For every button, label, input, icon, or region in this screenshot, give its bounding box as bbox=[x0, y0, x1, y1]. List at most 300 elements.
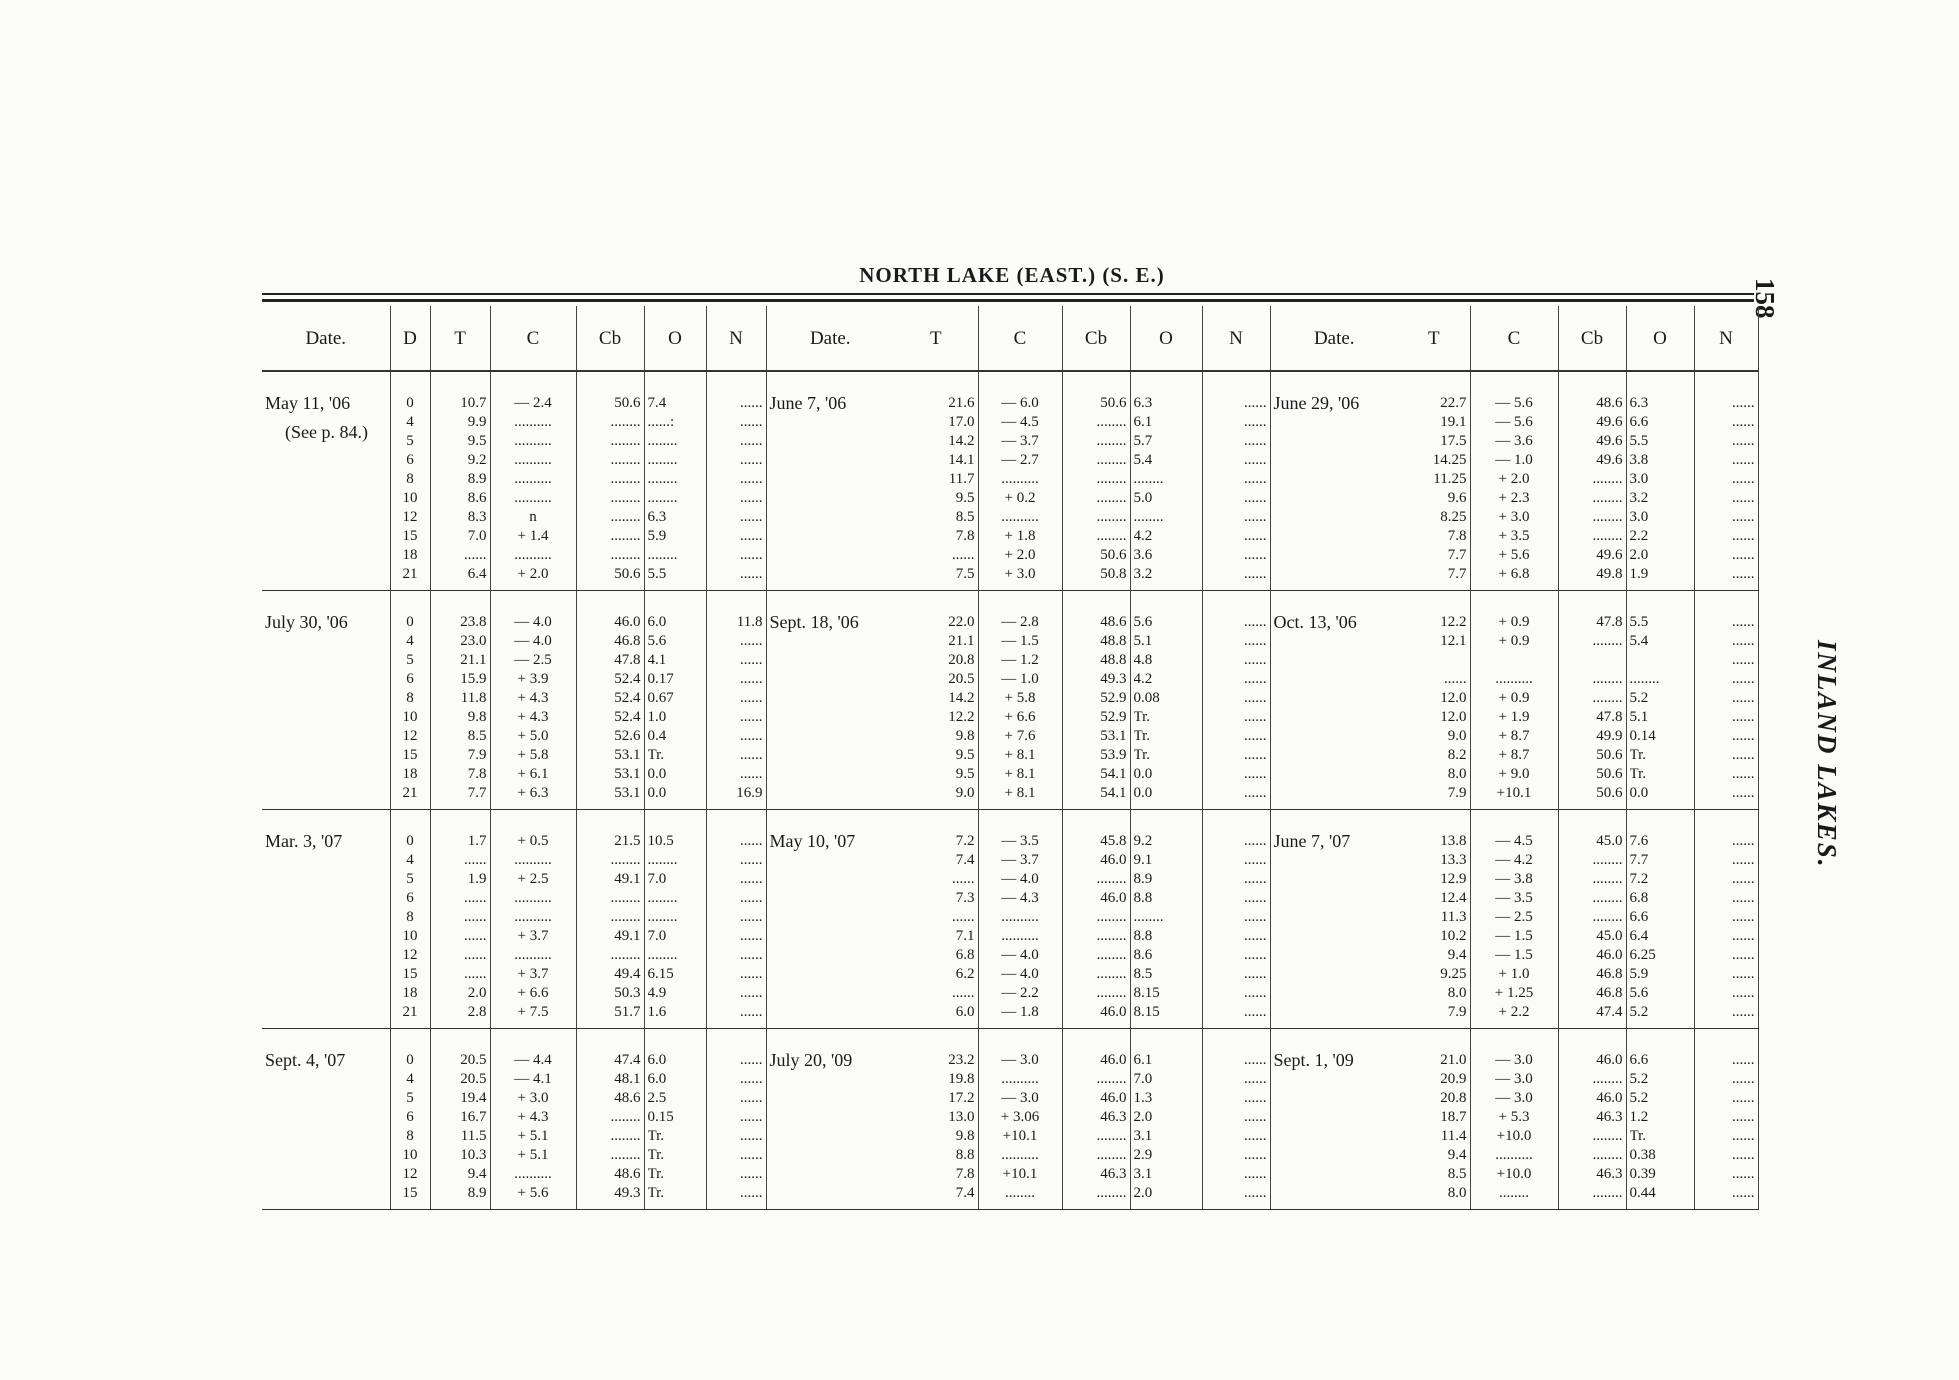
t-value: 14.1 bbox=[948, 452, 975, 468]
cb-value: ........ bbox=[1096, 1147, 1127, 1163]
cb-value: 52.4 bbox=[614, 671, 641, 687]
n-value: ...... bbox=[1732, 690, 1755, 706]
depth-value: 18 bbox=[402, 547, 418, 563]
o-value: 0.67 bbox=[647, 690, 674, 706]
n-value: ...... bbox=[740, 690, 763, 706]
depth-value: 6 bbox=[406, 890, 414, 906]
t-cell bbox=[894, 371, 978, 591]
t-value: 11.8 bbox=[460, 690, 487, 706]
c-value: + 4.3 bbox=[517, 690, 549, 706]
o-value: 2.0 bbox=[1629, 547, 1649, 563]
c-value: + 6.6 bbox=[1004, 709, 1036, 725]
o-value: 7.0 bbox=[1133, 1071, 1153, 1087]
cb-value: 46.8 bbox=[1596, 985, 1623, 1001]
date-cell bbox=[262, 591, 390, 810]
t-value: ...... bbox=[1444, 671, 1467, 687]
cb-value: 49.3 bbox=[1100, 671, 1127, 687]
date-label: July 30, '06 bbox=[265, 612, 348, 632]
cb-cell bbox=[576, 1029, 644, 1210]
c-value: — 6.0 bbox=[1001, 395, 1039, 411]
cb-value: ........ bbox=[610, 947, 641, 963]
n-value: ...... bbox=[1244, 909, 1267, 925]
n-value: ...... bbox=[1244, 652, 1267, 668]
date-cell bbox=[262, 1029, 390, 1210]
cb-value: 46.0 bbox=[1596, 947, 1623, 963]
depth-value: 8 bbox=[406, 471, 414, 487]
o-value: 5.5 bbox=[1629, 433, 1649, 449]
t-value: 20.9 bbox=[1440, 1071, 1467, 1087]
o-value: 0.38 bbox=[1629, 1147, 1656, 1163]
n-value: ...... bbox=[740, 1128, 763, 1144]
date-label: June 29, '06 bbox=[1273, 393, 1360, 413]
n-value: ...... bbox=[1244, 547, 1267, 563]
cb-value: ........ bbox=[1096, 966, 1127, 982]
t-value: 15.9 bbox=[460, 671, 487, 687]
o-value: 9.2 bbox=[1133, 833, 1153, 849]
n-value: ...... bbox=[1244, 985, 1267, 1001]
o-value: 2.0 bbox=[1133, 1185, 1153, 1201]
t-value: 7.9 bbox=[467, 747, 487, 763]
o-value: ........ bbox=[1133, 509, 1164, 525]
n-value: ...... bbox=[740, 633, 763, 649]
o-value: 6.1 bbox=[1133, 414, 1153, 430]
t-value: 20.8 bbox=[1440, 1090, 1467, 1106]
o-cell bbox=[644, 591, 706, 810]
o-value: 0.15 bbox=[647, 1109, 674, 1125]
o-value: 8.9 bbox=[1133, 871, 1153, 887]
n-value: ...... bbox=[1732, 652, 1755, 668]
t-cell bbox=[430, 810, 490, 1029]
depth-value: 4 bbox=[406, 414, 414, 430]
c-value: +10.0 bbox=[1496, 1166, 1532, 1182]
c-value: — 1.8 bbox=[1001, 1004, 1039, 1020]
c-value: + 2.2 bbox=[1498, 1004, 1530, 1020]
n-value: ...... bbox=[1732, 833, 1755, 849]
cb-value: 47.4 bbox=[1596, 1004, 1623, 1020]
t-value: 12.2 bbox=[948, 709, 975, 725]
n-value: ...... bbox=[1244, 1147, 1267, 1163]
n-value: ...... bbox=[740, 947, 763, 963]
n-value: ...... bbox=[1732, 471, 1755, 487]
t-value: 11.7 bbox=[948, 471, 975, 487]
header-n: N bbox=[706, 306, 766, 371]
n-value: ...... bbox=[740, 1052, 763, 1068]
cb-cell bbox=[576, 810, 644, 1029]
cb-value: 47.4 bbox=[614, 1052, 641, 1068]
o-value: 4.9 bbox=[647, 985, 667, 1001]
o-value: 8.15 bbox=[1133, 1004, 1160, 1020]
cb-value: ........ bbox=[610, 433, 641, 449]
t-value: 7.4 bbox=[955, 1185, 975, 1201]
o-value: 6.0 bbox=[647, 614, 667, 630]
n-value: ...... bbox=[740, 833, 763, 849]
c-value: .......... bbox=[1001, 509, 1039, 525]
cb-value: 52.9 bbox=[1100, 690, 1127, 706]
t-value: 11.25 bbox=[1433, 471, 1467, 487]
n-cell bbox=[1694, 591, 1758, 810]
o-value: 8.15 bbox=[1133, 985, 1160, 1001]
n-value: ...... bbox=[1244, 1090, 1267, 1106]
cb-value: 54.1 bbox=[1100, 766, 1127, 782]
t-value: 7.9 bbox=[1447, 785, 1467, 801]
n-value: ...... bbox=[1244, 1071, 1267, 1087]
t-value: ...... bbox=[464, 909, 487, 925]
n-value: ...... bbox=[1244, 747, 1267, 763]
c-value: + 5.0 bbox=[517, 728, 549, 744]
n-value: ...... bbox=[1732, 966, 1755, 982]
o-cell bbox=[1130, 810, 1202, 1029]
c-value: + 6.3 bbox=[517, 785, 549, 801]
c-value: — 1.2 bbox=[1001, 652, 1039, 668]
o-value: 5.2 bbox=[1629, 1090, 1649, 1106]
cb-value: ........ bbox=[1096, 433, 1127, 449]
cb-value: 46.0 bbox=[614, 614, 641, 630]
depth-value: 10 bbox=[402, 709, 418, 725]
o-value: 5.5 bbox=[1629, 614, 1649, 630]
cb-value: ........ bbox=[610, 852, 641, 868]
c-value: + 1.0 bbox=[1498, 966, 1530, 982]
c-value: .......... bbox=[1001, 1071, 1039, 1087]
c-value: + 0.9 bbox=[1498, 633, 1530, 649]
cb-value: 54.1 bbox=[1100, 785, 1127, 801]
o-value: 8.8 bbox=[1133, 928, 1153, 944]
cb-value: 46.0 bbox=[1596, 1052, 1623, 1068]
n-value: ...... bbox=[1732, 890, 1755, 906]
o-value: Tr. bbox=[1629, 1128, 1647, 1144]
t-cell bbox=[1398, 371, 1470, 591]
n-value: ...... bbox=[740, 671, 763, 687]
table-row bbox=[262, 591, 1758, 810]
n-value: 11.8 bbox=[736, 614, 763, 630]
c-value: + 8.7 bbox=[1498, 728, 1530, 744]
cb-value: ........ bbox=[1096, 414, 1127, 430]
n-value: ...... bbox=[1732, 490, 1755, 506]
cb-value: ........ bbox=[1592, 671, 1623, 687]
c-value: +10.1 bbox=[1002, 1166, 1038, 1182]
cb-cell bbox=[576, 371, 644, 591]
page-title: NORTH LAKE (EAST.) (S. E.) bbox=[859, 263, 1165, 287]
c-value: — 2.5 bbox=[1495, 909, 1533, 925]
c-value: + 1.4 bbox=[517, 528, 549, 544]
t-value: 8.0 bbox=[1447, 1185, 1467, 1201]
n-value: ...... bbox=[1732, 947, 1755, 963]
c-value: — 1.5 bbox=[1495, 928, 1533, 944]
c-cell bbox=[490, 591, 576, 810]
o-value: 6.3 bbox=[1629, 395, 1649, 411]
c-value: — 3.0 bbox=[1495, 1071, 1533, 1087]
o-value: 4.8 bbox=[1133, 652, 1153, 668]
n-value: ...... bbox=[1244, 395, 1267, 411]
cb-value: ........ bbox=[1592, 909, 1623, 925]
o-cell bbox=[1130, 1029, 1202, 1210]
o-value: 5.5 bbox=[647, 566, 667, 582]
t-value: 6.0 bbox=[955, 1004, 975, 1020]
n-value: ...... bbox=[740, 1147, 763, 1163]
c-value: — 2.2 bbox=[1001, 985, 1039, 1001]
c-value: +10.0 bbox=[1496, 1128, 1532, 1144]
n-value: ...... bbox=[1244, 528, 1267, 544]
t-value: 8.5 bbox=[467, 728, 487, 744]
cb-value: ........ bbox=[1592, 1185, 1623, 1201]
t-value: 19.8 bbox=[948, 1071, 975, 1087]
cb-value: ........ bbox=[1096, 452, 1127, 468]
o-value: Tr. bbox=[1133, 709, 1151, 725]
o-value: 2.0 bbox=[1133, 1109, 1153, 1125]
o-cell bbox=[1130, 591, 1202, 810]
cb-value: 53.1 bbox=[614, 766, 641, 782]
c-value: .......... bbox=[514, 909, 552, 925]
c-value: + 7.6 bbox=[1004, 728, 1036, 744]
c-value: — 2.7 bbox=[1001, 452, 1039, 468]
cb-value: 49.6 bbox=[1596, 433, 1623, 449]
n-value: ...... bbox=[1732, 1166, 1755, 1182]
o-value: 9.1 bbox=[1133, 852, 1153, 868]
header-n: N bbox=[1202, 306, 1270, 371]
c-cell bbox=[490, 810, 576, 1029]
cb-value: ........ bbox=[1096, 490, 1127, 506]
c-value: + 2.5 bbox=[517, 871, 549, 887]
depth-value: 4 bbox=[406, 1071, 414, 1087]
c-value: .......... bbox=[514, 1166, 552, 1182]
cb-value: ........ bbox=[1592, 690, 1623, 706]
c-value: — 3.0 bbox=[1495, 1052, 1533, 1068]
n-value: ...... bbox=[740, 395, 763, 411]
n-value: ...... bbox=[1732, 747, 1755, 763]
cb-value: 49.6 bbox=[1596, 452, 1623, 468]
date-cell bbox=[1270, 1029, 1398, 1210]
o-value: ........ bbox=[647, 490, 678, 506]
cb-value: ........ bbox=[1592, 1128, 1623, 1144]
c-value: .......... bbox=[1495, 1147, 1533, 1163]
n-value: ...... bbox=[740, 509, 763, 525]
page-number: 158 bbox=[1750, 278, 1780, 319]
date-cell bbox=[1270, 371, 1398, 591]
t-value: 7.9 bbox=[1447, 1004, 1467, 1020]
c-value: — 1.0 bbox=[1001, 671, 1039, 687]
n-value: ...... bbox=[740, 471, 763, 487]
t-cell bbox=[1398, 1029, 1470, 1210]
c-value: + 5.3 bbox=[1498, 1109, 1530, 1125]
cb-value: ........ bbox=[1096, 471, 1127, 487]
o-value: ........ bbox=[647, 547, 678, 563]
o-value: 8.5 bbox=[1133, 966, 1153, 982]
c-cell bbox=[978, 1029, 1062, 1210]
depth-value: 4 bbox=[406, 852, 414, 868]
cb-value: 50.6 bbox=[1596, 766, 1623, 782]
n-value: ...... bbox=[740, 871, 763, 887]
o-value: 0.0 bbox=[647, 766, 667, 782]
o-value: 3.2 bbox=[1629, 490, 1649, 506]
depth-value: 6 bbox=[406, 1109, 414, 1125]
c-value: + 3.06 bbox=[1000, 1109, 1040, 1125]
o-value: 6.3 bbox=[1133, 395, 1153, 411]
header-n: N bbox=[1694, 306, 1758, 371]
cb-value: 48.1 bbox=[614, 1071, 641, 1087]
header-t: T bbox=[894, 306, 978, 371]
o-value: 3.1 bbox=[1133, 1128, 1153, 1144]
c-value: .......... bbox=[514, 852, 552, 868]
depth-value: 12 bbox=[402, 1166, 418, 1182]
cb-value: 50.6 bbox=[1100, 395, 1127, 411]
o-value: ........ bbox=[647, 471, 678, 487]
t-cell bbox=[430, 371, 490, 591]
o-value bbox=[1630, 651, 1691, 670]
c-cell bbox=[978, 810, 1062, 1029]
o-value: 5.6 bbox=[1133, 614, 1153, 630]
t-value: ...... bbox=[952, 985, 975, 1001]
o-value: 6.0 bbox=[647, 1052, 667, 1068]
n-value: ...... bbox=[1244, 947, 1267, 963]
t-value: 8.0 bbox=[1447, 985, 1467, 1001]
c-value: — 5.6 bbox=[1495, 414, 1533, 430]
c-value: + 8.7 bbox=[1498, 747, 1530, 763]
c-value: — 4.3 bbox=[1001, 890, 1039, 906]
t-value: 13.8 bbox=[1440, 833, 1467, 849]
c-value: — 3.0 bbox=[1001, 1090, 1039, 1106]
o-value: 6.4 bbox=[1629, 928, 1649, 944]
cb-value: 50.8 bbox=[1100, 566, 1127, 582]
depth-value: 0 bbox=[406, 833, 414, 849]
t-value: 9.5 bbox=[955, 766, 975, 782]
t-value: 8.5 bbox=[955, 509, 975, 525]
t-value: 7.8 bbox=[467, 766, 487, 782]
n-value: ...... bbox=[1732, 728, 1755, 744]
o-value: 2.9 bbox=[1133, 1147, 1153, 1163]
n-value: ...... bbox=[1732, 709, 1755, 725]
cb-value: ........ bbox=[610, 890, 641, 906]
n-value: ...... bbox=[1732, 1052, 1755, 1068]
t-value: 20.8 bbox=[948, 652, 975, 668]
cb-value: ........ bbox=[1096, 985, 1127, 1001]
depth-value: 10 bbox=[402, 490, 418, 506]
t-value: 8.0 bbox=[1447, 766, 1467, 782]
header-date: Date. bbox=[1270, 306, 1398, 371]
cb-value: ........ bbox=[1096, 871, 1127, 887]
t-value: 12.2 bbox=[1440, 614, 1467, 630]
t-value: 7.8 bbox=[1447, 528, 1467, 544]
c-value: — 3.5 bbox=[1495, 890, 1533, 906]
c-value: + 3.5 bbox=[1498, 528, 1530, 544]
header-cb: Cb bbox=[1558, 306, 1626, 371]
o-value: 7.7 bbox=[1629, 852, 1649, 868]
o-value: ......: bbox=[647, 414, 675, 430]
t-value: 8.6 bbox=[467, 490, 487, 506]
depth-value: 12 bbox=[402, 509, 418, 525]
t-value: 17.2 bbox=[948, 1090, 975, 1106]
cb-cell bbox=[1062, 810, 1130, 1029]
o-value: 4.2 bbox=[1133, 528, 1153, 544]
c-cell bbox=[1470, 591, 1558, 810]
c-value: — 4.2 bbox=[1495, 852, 1533, 868]
top-rule-thick bbox=[262, 299, 1754, 302]
date-cell bbox=[262, 810, 390, 1029]
cb-value: ........ bbox=[1592, 490, 1623, 506]
depth-value: 0 bbox=[406, 1052, 414, 1068]
cb-value: ........ bbox=[610, 490, 641, 506]
n-value: ...... bbox=[740, 1071, 763, 1087]
n-value: ...... bbox=[740, 1004, 763, 1020]
header-c: C bbox=[1470, 306, 1558, 371]
c-value: + 2.0 bbox=[1498, 471, 1530, 487]
header-t: T bbox=[1398, 306, 1470, 371]
c-value: .......... bbox=[514, 433, 552, 449]
o-value: 5.6 bbox=[647, 633, 667, 649]
date-cell bbox=[766, 371, 894, 591]
n-value: ...... bbox=[1732, 909, 1755, 925]
t-value: 9.8 bbox=[955, 728, 975, 744]
cb-value: 50.6 bbox=[1596, 747, 1623, 763]
t-value: 14.2 bbox=[948, 433, 975, 449]
header-cb: Cb bbox=[1062, 306, 1130, 371]
c-value: — 1.0 bbox=[1495, 452, 1533, 468]
n-value: ...... bbox=[740, 747, 763, 763]
depth-value: 4 bbox=[406, 633, 414, 649]
t-value: 9.2 bbox=[467, 452, 487, 468]
c-value: + 3.7 bbox=[517, 966, 549, 982]
date-label: Sept. 4, '07 bbox=[265, 1050, 346, 1070]
header-c: C bbox=[490, 306, 576, 371]
cb-value: ........ bbox=[1096, 509, 1127, 525]
t-cell bbox=[1398, 810, 1470, 1029]
t-value: 11.3 bbox=[1440, 909, 1467, 925]
o-value: 5.1 bbox=[1629, 709, 1649, 725]
o-value: 6.25 bbox=[1629, 947, 1656, 963]
depth-value: 8 bbox=[406, 690, 414, 706]
c-value: + 1.9 bbox=[1498, 709, 1530, 725]
cb-cell bbox=[1062, 1029, 1130, 1210]
c-value: + 3.0 bbox=[1498, 509, 1530, 525]
c-value: .......... bbox=[514, 471, 552, 487]
cb-value: ........ bbox=[610, 414, 641, 430]
c-value: — 4.5 bbox=[1001, 414, 1039, 430]
c-value: +10.1 bbox=[1496, 785, 1532, 801]
o-value: 7.6 bbox=[1629, 833, 1649, 849]
c-value: .......... bbox=[1001, 471, 1039, 487]
c-value: + 3.7 bbox=[517, 928, 549, 944]
t-value: 23.0 bbox=[460, 633, 487, 649]
cb-value: ........ bbox=[1592, 871, 1623, 887]
depth-value: 0 bbox=[406, 614, 414, 630]
o-cell bbox=[644, 1029, 706, 1210]
n-value: ...... bbox=[1732, 566, 1755, 582]
t-value: 8.5 bbox=[1447, 1166, 1467, 1182]
t-value: 7.4 bbox=[955, 852, 975, 868]
o-value: ........ bbox=[647, 947, 678, 963]
t-value: 7.8 bbox=[955, 1166, 975, 1182]
depth-cell bbox=[390, 371, 430, 591]
o-value: 5.2 bbox=[1629, 1071, 1649, 1087]
cb-value: 48.8 bbox=[1100, 633, 1127, 649]
depth-value: 5 bbox=[406, 652, 414, 668]
n-value: ...... bbox=[1732, 1004, 1755, 1020]
n-cell bbox=[706, 1029, 766, 1210]
o-value: ........ bbox=[647, 852, 678, 868]
c-value: + 1.8 bbox=[1004, 528, 1036, 544]
cb-value: 46.0 bbox=[1100, 1052, 1127, 1068]
n-value: ...... bbox=[740, 528, 763, 544]
cb-value: 50.6 bbox=[614, 395, 641, 411]
o-value: 6.6 bbox=[1629, 909, 1649, 925]
o-value: 7.4 bbox=[647, 395, 667, 411]
n-value: ...... bbox=[1732, 633, 1755, 649]
cb-cell bbox=[1558, 371, 1626, 591]
o-value: Tr. bbox=[647, 747, 665, 763]
o-value: ........ bbox=[1133, 471, 1164, 487]
c-value: .......... bbox=[1001, 909, 1039, 925]
c-value: ........ bbox=[1499, 1185, 1529, 1201]
t-value: 1.7 bbox=[467, 833, 487, 849]
t-value: 7.1 bbox=[955, 928, 975, 944]
